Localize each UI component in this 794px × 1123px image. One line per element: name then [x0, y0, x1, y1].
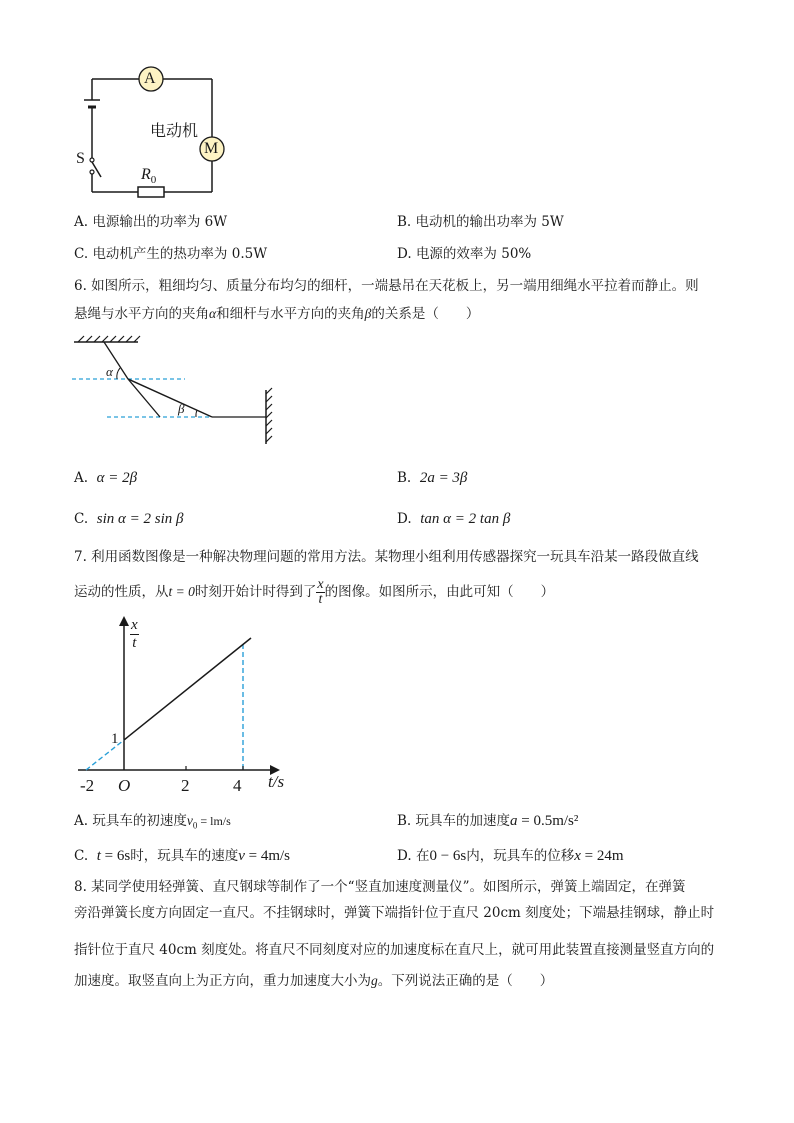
tick-label-4: 4 — [233, 776, 242, 795]
q5-option-d[interactable]: D. 电源的效率为 50% — [397, 246, 532, 262]
q8-stem-line4: 加速度。取竖直向上为正方向，重力加速度大小为g。下列说法正确的是（ ） — [74, 973, 554, 989]
q7-option-a[interactable]: A. 玩具车的初速度$v_0 = lm/s$ — [74, 813, 231, 831]
beta-label: β — [178, 401, 185, 416]
q6-option-d[interactable]: D. tan α = 2 tan β — [397, 511, 511, 527]
tick-label-2: 2 — [181, 776, 190, 795]
q8-stem-line1: 8. 某同学使用轻弹簧、直尺钢球等制作了一个“竖直加速度测量仪”。如图所示，弹簧上端固定，在弹簧 — [74, 879, 686, 895]
motor-label: M — [204, 140, 219, 157]
y-axis-label: $\frac{x}{t}$ — [131, 617, 138, 651]
rod-diagram — [70, 334, 285, 444]
q6-option-a[interactable]: A. α = 2β — [74, 470, 138, 486]
switch-label: S — [76, 150, 85, 167]
q5-option-c[interactable]: C. 电动机产生的热功率为 0.5W — [74, 246, 268, 262]
q7-option-b[interactable]: B. 玩具车的加速度a = 0.5m/s² — [397, 813, 579, 829]
q7-stem-line1: 7. 利用函数图像是一种解决物理问题的常用方法。某物理小组利用传感器探究一玩具车沿某一路段做直线 — [74, 549, 699, 565]
q6-option-c[interactable]: C. sin α = 2 sin β — [74, 511, 184, 527]
x-axis-label: t/s — [268, 772, 285, 791]
q7-option-c[interactable]: C. t = 6s时，玩具车的速度v = 4m/s — [74, 848, 291, 864]
q5-option-b[interactable]: B. 电动机的输出功率为 5W — [397, 214, 564, 230]
q7-stem-line2: 运动的性质，从t = 0时刻开始计时得到了 $\frac{x}{t}$ 的图像。如图所示，由此可知（ ） — [74, 577, 555, 607]
q7-option-d[interactable]: D. 在0 − 6s内，玩具车的位移x = 24m — [397, 848, 624, 864]
resistor-label: $R_0$ — [141, 166, 157, 187]
q6-stem-line2: 悬绳与水平方向的夹角α和细杆与水平方向的夹角β的关系是（ ） — [74, 306, 480, 322]
xt-graph — [78, 612, 293, 797]
origin-label: O — [118, 776, 131, 795]
motor-text: 电动机 — [150, 121, 199, 140]
x-over-t-fraction: $\frac{x}{t}$ — [317, 577, 324, 607]
q6-option-b[interactable]: B. 2a = 3β — [397, 470, 468, 486]
q5-option-a[interactable]: A. 电源输出的功率为 6W — [74, 214, 228, 230]
q6-stem-line1: 6. 如图所示，粗细均匀、质量分布均匀的细杆，一端悬吊在天花板上，另一端用细绳水平拉着而静止。则 — [74, 278, 699, 294]
q8-stem-line3: 指针位于直尺 40cm 刻度处。将直尺不同刻度对应的加速度标在直尺上，就可用此装置直接测量竖直方向的 — [74, 942, 715, 958]
y-intercept-label: 1 — [111, 731, 119, 747]
tick-label-neg2: -2 — [80, 776, 95, 795]
ammeter-label: A — [144, 70, 156, 87]
q8-stem-line2: 旁沿弹簧长度方向固定一直尺。不挂钢球时，弹簧下端指针位于直尺 20cm 刻度处；下端悬挂钢球，静止时 — [74, 905, 715, 921]
alpha-label: α — [106, 364, 113, 379]
